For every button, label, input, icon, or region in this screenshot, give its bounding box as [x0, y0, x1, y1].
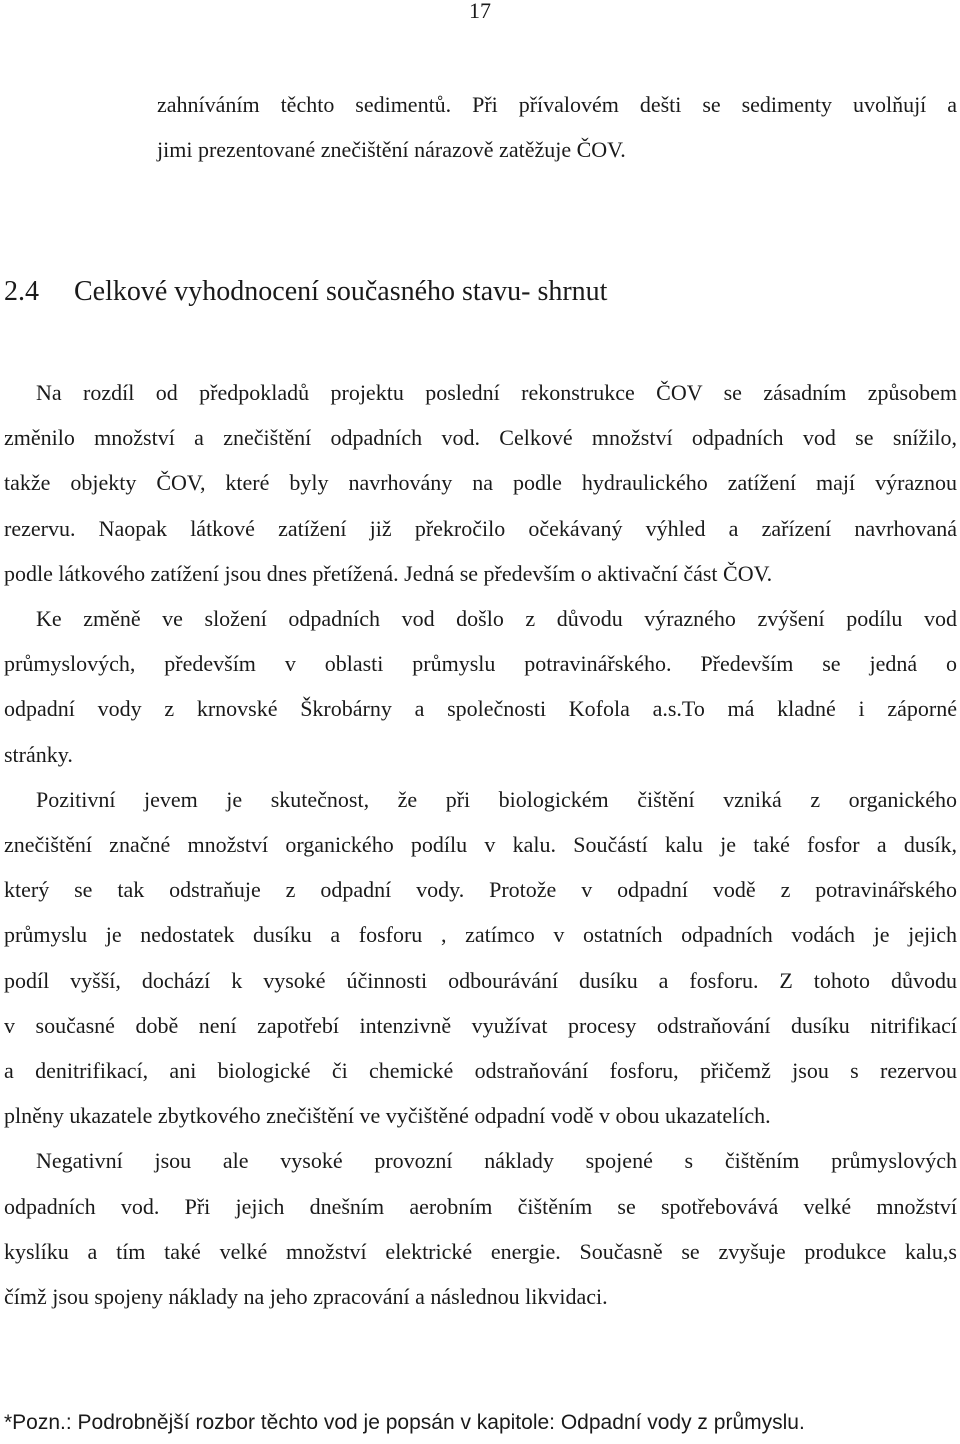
text-line: průmyslu je nedostatek dusíku a fosforu , zatímco v ostatních odpadních vodách je jejich: [4, 922, 957, 948]
paragraph-1: [4, 370, 957, 596]
text-line: rezervu. Naopak látkové zatížení již překročilo očekávaný výhled a zařízení navrhovaná: [4, 515, 957, 541]
text-line: plněny ukazatele zbytkového znečištění ve vyčištěné odpadní vodě v obou ukazatelích.: [4, 1103, 771, 1129]
text-line: změnilo množství a znečištění odpadních vod. Celkové množství odpadních vod se snížilo,: [4, 425, 957, 451]
text-line: průmyslových, především v oblasti průmyslu potravinářského. Především se jedná o: [4, 651, 957, 677]
text-line: v současné době není zapotřebí intenzivně využívat procesy odstraňování dusíku nitrifikací: [4, 1012, 957, 1038]
text-line: jimi prezentované znečištění nárazově zatěžuje ČOV.: [157, 137, 626, 162]
section-number: 2.4: [4, 276, 39, 307]
text-line: Negativní jsou ale vysoké provozní náklady spojené s čištěním průmyslových: [36, 1148, 957, 1174]
text-line: znečištění značné množství organického podílu v kalu. Součástí kalu je také fosfor a dusík,: [4, 832, 957, 858]
section-body: [4, 370, 957, 1319]
text-line: a denitrifikací, ani biologické či chemické odstraňování fosforu, přičemž jsou s rezervou: [4, 1058, 957, 1084]
text-line: který se tak odstraňuje z odpadní vody. Protože v odpadní vodě z potravinářského: [4, 877, 957, 903]
text-line: odpadní vody z krnovské Škrobárny a společnosti Kofola a.s.To má kladné i záporné: [4, 696, 957, 722]
section-title: Celkové vyhodnocení současného stavu- shrnut: [74, 276, 608, 307]
continuation-paragraph: [157, 82, 957, 172]
text-line: odpadních vod. Při jejich dnešním aerobním čištěním se spotřebovává velké množství: [4, 1193, 957, 1219]
text-line: takže objekty ČOV, které byly navrhovány na podle hydraulického zatížení mají výraznou: [4, 470, 957, 496]
text-line: Pozitivní jevem je skutečnost, že při biologickém čištění vzniká z organického: [36, 786, 957, 812]
text-line: zahníváním těchto sedimentů. Při přívalovém dešti se sedimenty uvolňují a: [157, 92, 957, 117]
paragraph-2: [4, 596, 957, 777]
paragraph-4: [4, 1138, 957, 1319]
section-heading: [4, 270, 607, 314]
page-number: 17: [469, 0, 491, 23]
text-line: podíl vyšší, dochází k vysoké účinnosti odbourávání dusíku a fosforu. Z tohoto důvodu: [4, 967, 957, 993]
text-line: podle látkového zatížení jsou dnes přetížená. Jedná se především o aktivační část ČOV.: [4, 560, 773, 586]
text-line: Na rozdíl od předpokladů projektu poslední rekonstrukce ČOV se zásadním způsobem: [36, 380, 957, 405]
text-line: stránky.: [4, 741, 73, 767]
text-line: kyslíku a tím také velké množství elektrické energie. Současně se zvyšuje produkce kalu,s: [4, 1238, 957, 1264]
footnote: *Pozn.: Podrobnější rozbor těchto vod je popsán v kapitole: Odpadní vody z průmyslu.: [4, 1411, 805, 1434]
text-line: čímž jsou spojeny náklady na jeho zpracování a následnou likvidaci.: [4, 1284, 608, 1310]
text-line: Ke změně ve složení odpadních vod došlo z důvodu výrazného zvýšení podílu vod: [36, 606, 957, 632]
paragraph-3: [4, 777, 957, 1139]
